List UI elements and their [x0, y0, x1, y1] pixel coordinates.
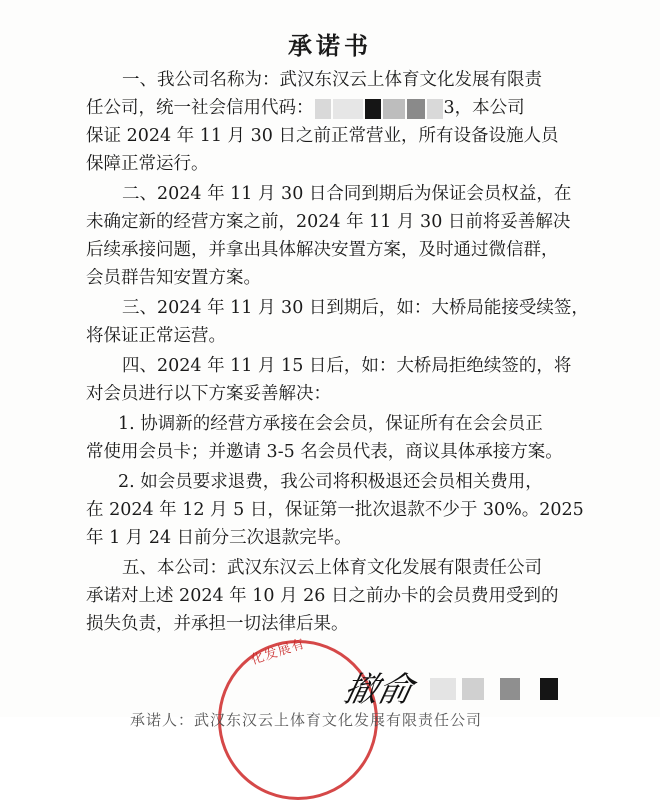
- redacted-block: [500, 678, 520, 700]
- redacted-block: [462, 678, 484, 700]
- document-title: 承诺书: [288, 31, 372, 60]
- redacted-block: [383, 99, 405, 119]
- text-line-3: 保证 2024 年 11 月 30 日之前正常营业，所有设备设施人员: [86, 126, 559, 146]
- redacted-block: [427, 99, 443, 119]
- text-line-17: 年 1 月 24 日前分三次退款完毕。: [86, 528, 352, 548]
- text-line-4: 保障正常运行。: [86, 154, 209, 174]
- text-line-2-start: 任公司，统一社会信用代码：: [86, 98, 314, 118]
- text-line-5: 二、2024 年 11 月 30 日合同到期后为保证会员权益，在: [122, 184, 572, 204]
- redacted-block: [315, 99, 331, 119]
- redacted-block: [407, 99, 425, 119]
- text-line-14: 常使用会员卡；并邀请 3-5 名会员代表，商议具体承接方案。: [86, 442, 563, 462]
- redacted-block: [540, 678, 558, 700]
- text-line-20: 损失负责，并承担一切法律后果。: [86, 614, 349, 634]
- text-line-9: 三、2024 年 11 月 30 日到期后，如：大桥局能接受续签，: [122, 298, 589, 318]
- text-line-10: 将保证正常运营。: [86, 326, 226, 346]
- text-line-19: 承诺对上述 2024 年 10 月 26 日之前办卡的会员费用受到的: [86, 586, 559, 606]
- text-line-13: 1. 协调新的经营方承接在会会员，保证所有在会会员正: [118, 414, 543, 434]
- seal-text: 化发展有: [249, 636, 308, 669]
- redacted-block: [430, 678, 456, 700]
- text-line-1: 一、我公司名称为：武汉东汉云上体育文化发展有限责: [122, 70, 542, 90]
- text-line-8: 会员群告知安置方案。: [86, 268, 261, 288]
- text-line-2: [86, 95, 525, 121]
- text-line-6: 未确定新的经营方案之前，2024 年 11 月 30 日前将妥善解决: [86, 212, 571, 232]
- text-line-12: 对会员进行以下方案妥善解决：: [86, 384, 331, 404]
- signatory-line: 承诺人：武汉东汉云上体育文化发展有限责任公司: [130, 711, 483, 729]
- text-line-2-end: 3，本公司: [443, 98, 525, 118]
- redacted-block: [333, 99, 363, 119]
- text-line-18: 五、本公司：武汉东汉云上体育文化发展有限责任公司: [122, 558, 542, 578]
- signature: 撤俞: [340, 670, 417, 710]
- text-line-16: 在 2024 年 12 月 5 日，保证第一批次退款不少于 30%。2025: [86, 500, 584, 520]
- text-line-15: 2. 如会员要求退费，我公司将积极退还会员相关费用，: [118, 472, 543, 492]
- text-line-11: 四、2024 年 11 月 15 日后，如：大桥局拒绝续签的，将: [122, 356, 572, 376]
- redacted-block: [365, 99, 381, 119]
- text-line-7: 后续承接问题，并拿出具体解决安置方案，及时通过微信群，: [86, 240, 559, 260]
